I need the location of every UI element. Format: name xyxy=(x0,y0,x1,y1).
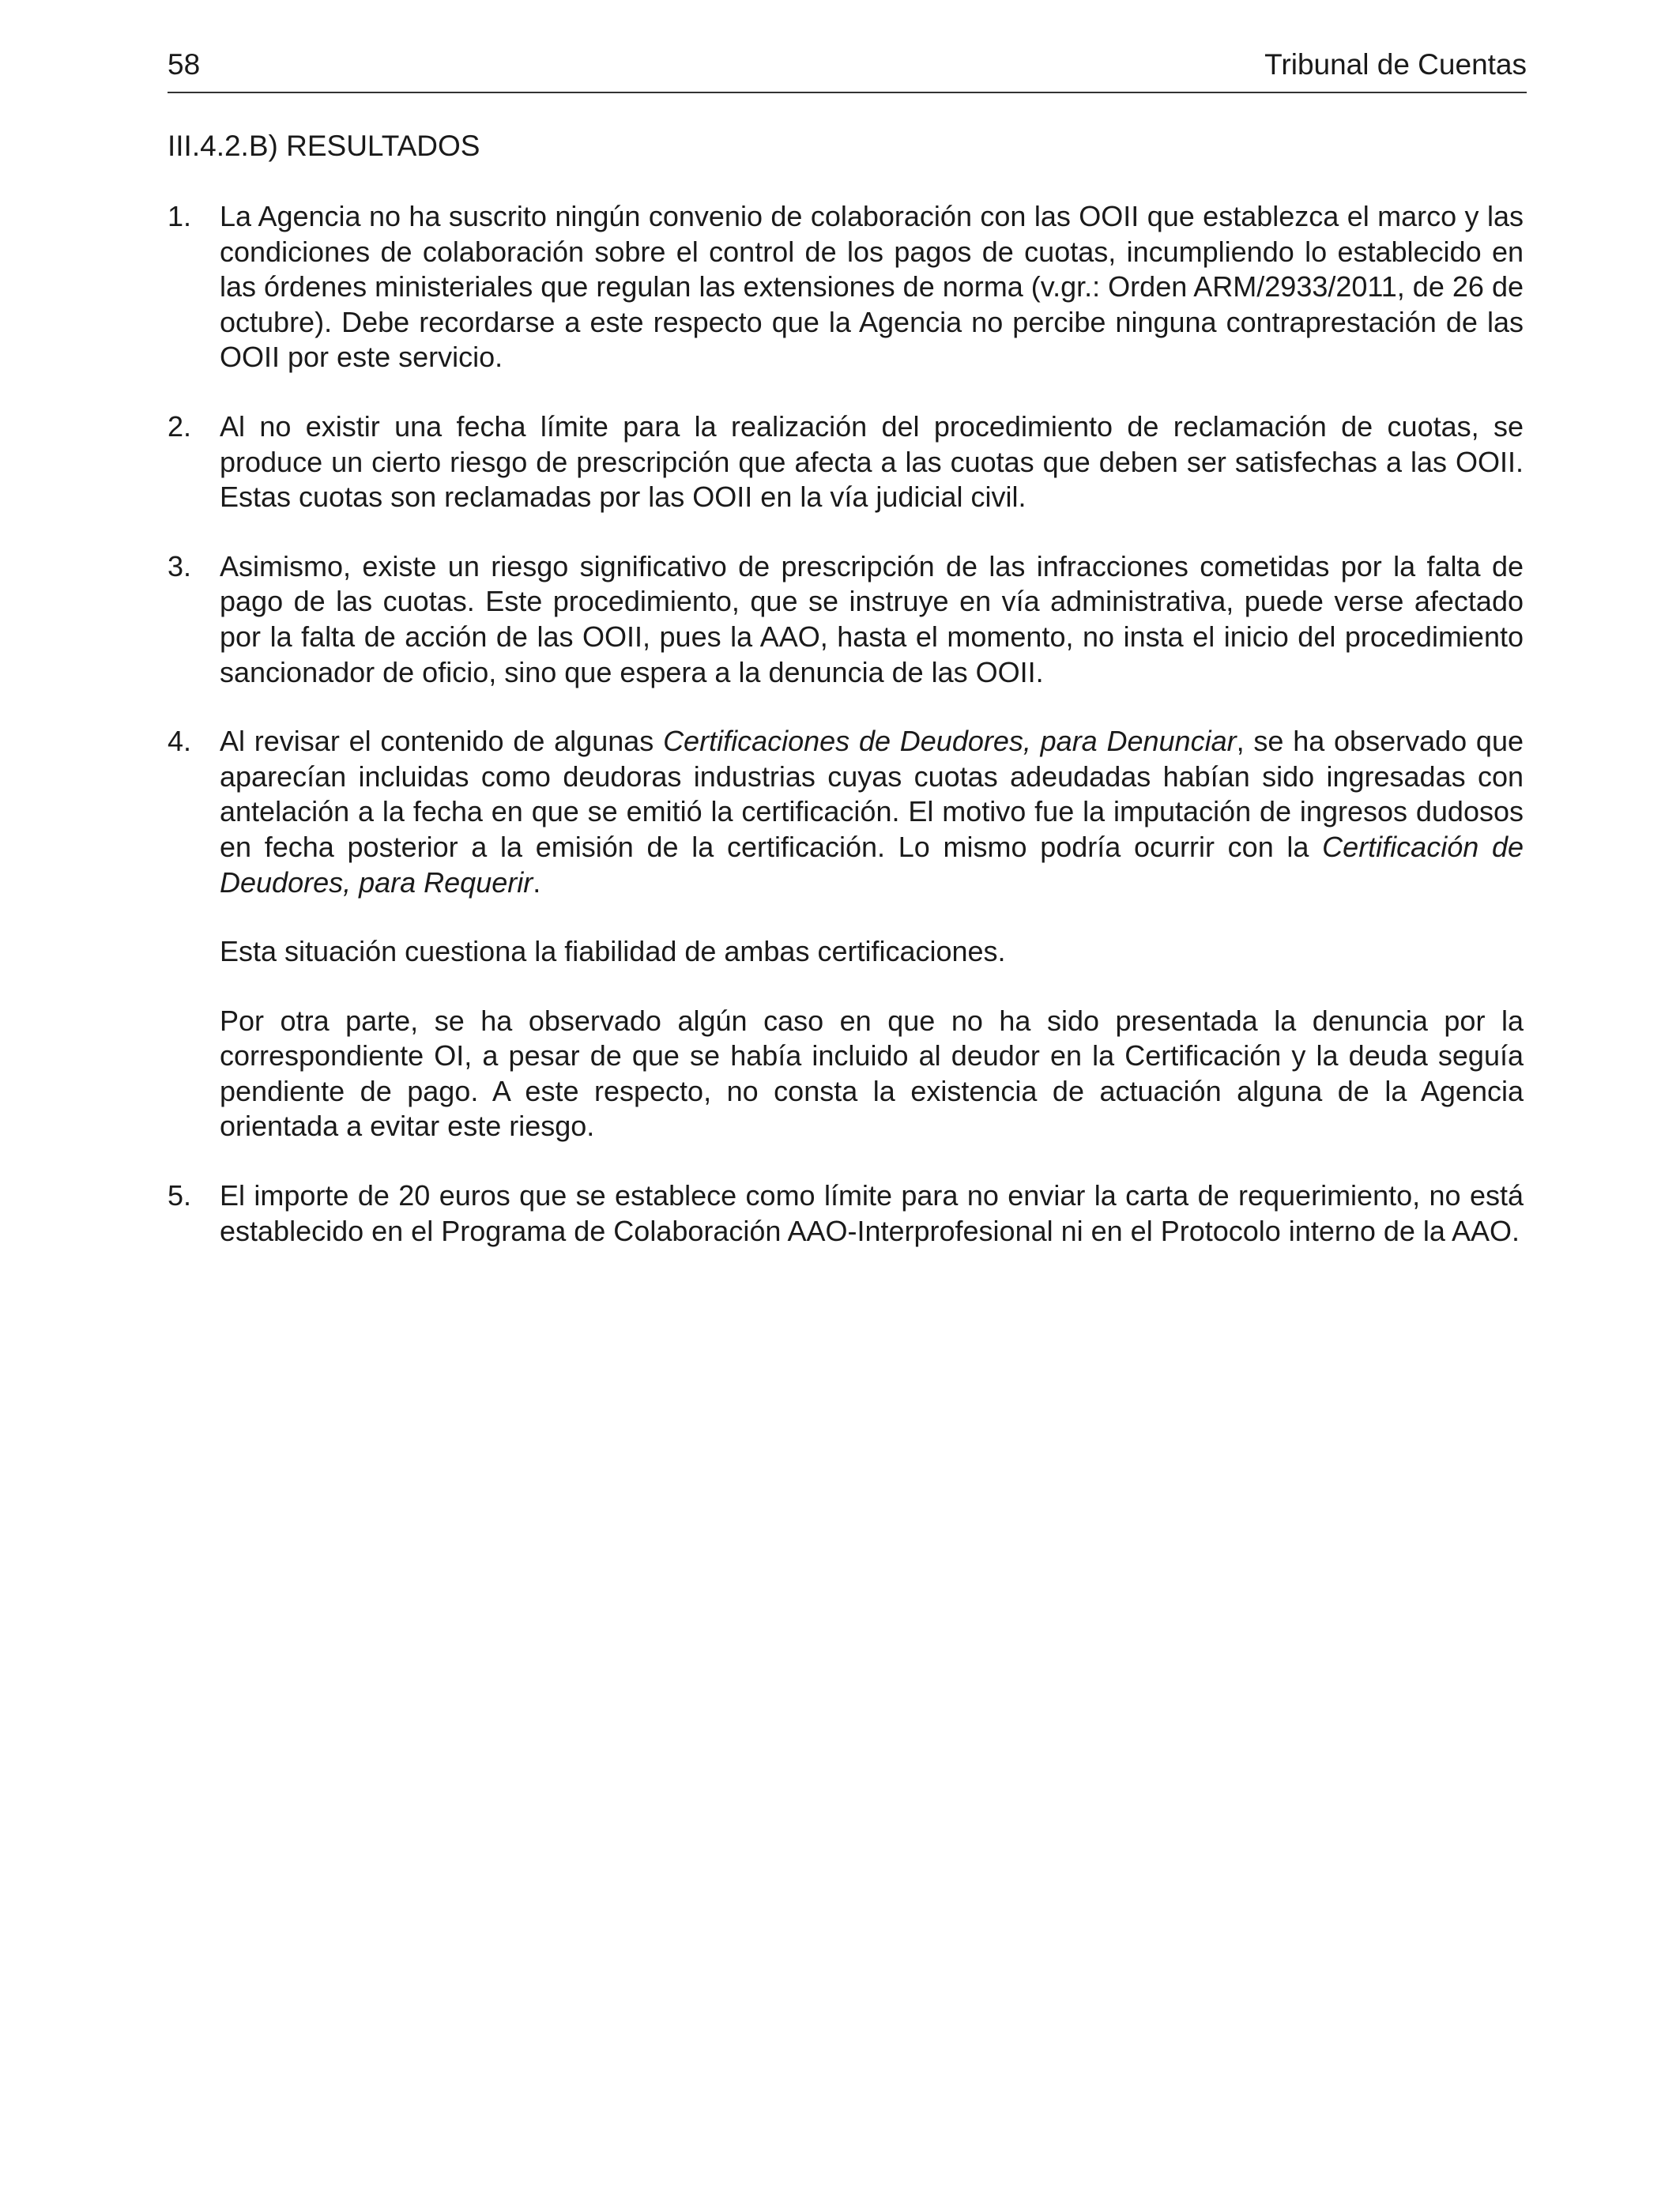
page-number: 58 xyxy=(168,48,201,81)
item-sub-paragraph: Esta situación cuestiona la fiabilidad de ambas certificaciones. xyxy=(220,935,1006,968)
results-list xyxy=(168,199,1524,1283)
page-header xyxy=(168,46,1527,93)
item-number: 5. xyxy=(168,1179,192,1212)
item-number: 1. xyxy=(168,200,192,232)
item-number: 4. xyxy=(168,725,192,758)
list-item xyxy=(168,549,1524,690)
list-item xyxy=(168,724,1524,1144)
item-text: La Agencia no ha suscrito ningún convenio de colaboración con las OOII que establezca el marco y las condiciones de colaboración sobre el control de los pagos de cuotas, incumpliendo lo establecido en las órdenes ministeriales que regulan las extensiones de norma (v.gr.: Orden ARM/2933/2011, de 26 de octubre). Debe recordarse a este respecto que la Agencia no percibe ninguna contraprestación de las OOII por este servicio. xyxy=(220,200,1524,374)
item-text: Asimismo, existe un riesgo significativo de prescripción de las infracciones cometidas por la falta de pago de las cuotas. Este procedimiento, que se instruye en vía administrativa, puede verse afectado por la falta de acción de las OOII, pues la AAO, hasta el momento, no insta el inicio del procedimiento sancionador de oficio, sino que espera a la denuncia de las OOII. xyxy=(220,549,1524,688)
list-item xyxy=(168,199,1524,375)
item-number: 2. xyxy=(168,409,192,443)
list-item xyxy=(168,409,1524,515)
item-text: El importe de 20 euros que se establece como límite para no enviar la carta de requerimiento, no está establecido en el Programa de Colaboración AAO-Interprofesional ni en el Protocolo interno de la AAO. xyxy=(220,1179,1524,1247)
text-run-italic: Certificación de Deudores, para Requerir xyxy=(220,830,1524,899)
text-run: , se ha observado que aparecían incluidas como deudoras industrias cuyas cuotas adeudadas habían sido ingresadas con antelación a la fecha en que se emitió la certificación. El motivo fue la imputación de ingresos dudosos en fecha posterior a la emisión de la certificación. Lo mismo podría ocurrir con la xyxy=(220,725,1524,863)
text-run: . xyxy=(533,865,541,899)
item-sub-paragraph: Por otra parte, se ha observado algún caso en que no ha sido presentada la denuncia por la correspondiente OI, a pesar de que se había incluido al deudor en la Certificación y la deuda seguía pendiente de pago. A este respecto, no consta la existencia de actuación alguna de la Agencia orientada a evitar este riesgo. xyxy=(220,1004,1524,1143)
list-item xyxy=(168,1178,1524,1249)
item-number: 3. xyxy=(168,549,192,582)
header-institution: Tribunal de Cuentas xyxy=(1264,48,1527,81)
text-run-italic: Certificaciones de Deudores, para Denunciar xyxy=(663,725,1237,758)
item-text xyxy=(220,724,1524,900)
item-text: Al no existir una fecha límite para la realización del procedimiento de reclamación de cuotas, se produce un cierto riesgo de prescripción que afecta a las cuotas que deben ser satisfechas a las OOII. Estas cuotas son reclamadas por las OOII en la vía judicial civil. xyxy=(220,409,1524,514)
section-title: III.4.2.B) RESULTADOS xyxy=(168,130,480,162)
text-run: Al revisar el contenido de algunas xyxy=(220,725,664,758)
